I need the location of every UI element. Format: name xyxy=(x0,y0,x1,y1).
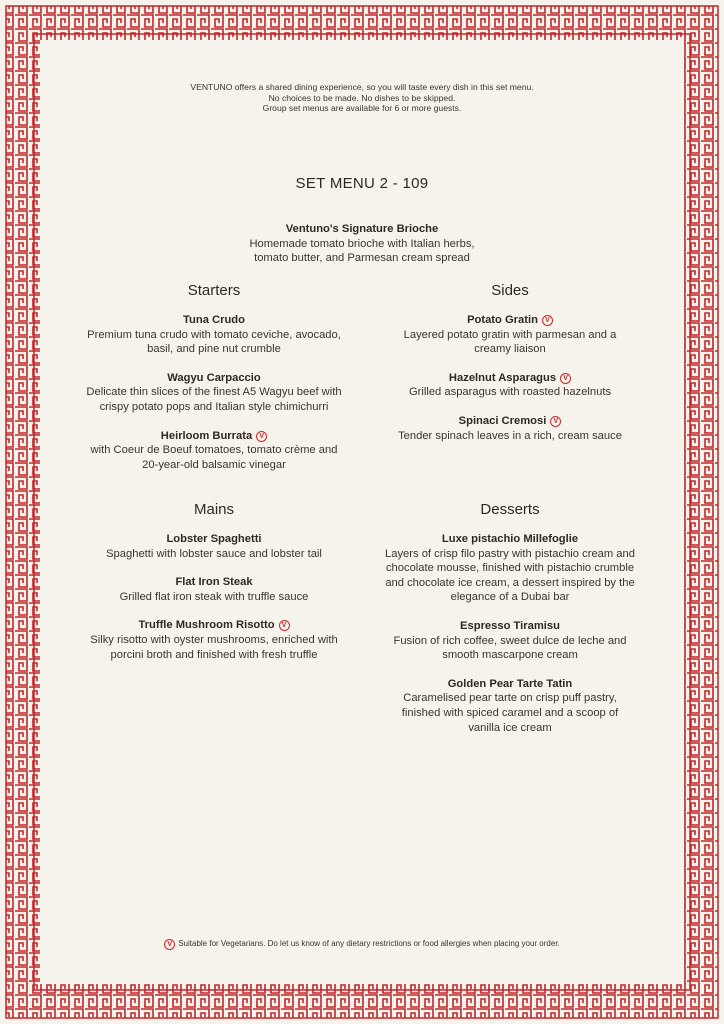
dish-description: porcini broth and finished with fresh truffle xyxy=(110,648,318,661)
menu-item xyxy=(54,575,374,604)
dish-description: and chocolate ice cream, a dessert inspired by the xyxy=(385,576,635,589)
dish-description: creamy liaison xyxy=(474,343,546,356)
intro-line: No choices to be made. No dishes to be skipped. xyxy=(268,92,456,103)
set-menu-title: SET MENU 2 - 109 xyxy=(295,175,429,192)
dish-name: Wagyu Carpaccio xyxy=(167,371,261,384)
dish-description: Silky risotto with oyster mushrooms, enriched with xyxy=(90,633,338,646)
dish-description: Spaghetti with lobster sauce and lobster tail xyxy=(106,547,322,560)
dish-description: Premium tuna crudo with tomato ceviche, avocado, xyxy=(87,328,341,341)
section-heading: Desserts xyxy=(480,501,540,518)
dish-description: Homemade tomato brioche with Italian herbs, xyxy=(249,237,475,250)
vegetarian-icon: V xyxy=(256,431,267,442)
dish-description: Grilled asparagus with roasted hazelnuts xyxy=(408,386,612,399)
vegetarian-icon: V xyxy=(542,315,553,326)
dish-name: Ventuno's Signature Brioche xyxy=(285,223,439,235)
menu-item xyxy=(350,414,670,443)
menu-item xyxy=(54,532,374,561)
dish-description: Grilled flat iron steak with truffle sauce xyxy=(119,590,309,603)
dish-description: Layers of crisp filo pastry with pistachio cream and xyxy=(385,547,635,560)
dish-description: Caramelised pear tarte on crisp puff pastry, xyxy=(403,692,617,705)
menu-item xyxy=(54,429,374,473)
menu-item xyxy=(54,618,374,662)
dish-description: tomato butter, and Parmesan cream spread xyxy=(254,252,470,265)
section-heading: Starters xyxy=(187,282,241,299)
dish-description: Delicate thin slices of the finest A5 Wagyu beef with xyxy=(86,386,342,399)
menu-item xyxy=(54,371,374,415)
dish-description: 20-year-old balsamic vinegar xyxy=(142,458,286,471)
section-heading: Sides xyxy=(491,282,529,299)
dish-name: Espresso Tiramisu xyxy=(460,619,560,632)
vegetarian-icon: V xyxy=(164,939,175,950)
footer-text: Suitable for Vegetarians. Do let us know of any dietary restrictions or food allergies when placing your order. xyxy=(178,939,560,948)
dish-name: Heirloom Burrata xyxy=(160,429,253,442)
dish-description: smooth mascarpone cream xyxy=(442,649,578,662)
dish-name: Flat Iron Steak xyxy=(175,576,253,589)
desserts-section xyxy=(350,501,670,749)
dish-description: finished with spiced caramel and a scoop of xyxy=(401,706,619,719)
dish-description: Tender spinach leaves in a rich, cream sauce xyxy=(398,429,622,442)
dish-name: Golden Pear Tarte Tatin xyxy=(447,677,573,690)
vegetarian-icon: V xyxy=(550,416,561,427)
dish-description: vanilla ice cream xyxy=(468,721,552,734)
footer-note xyxy=(40,939,684,950)
dish-name: Lobster Spaghetti xyxy=(166,533,262,545)
starters-section xyxy=(54,282,374,486)
vegetarian-icon: V xyxy=(560,373,571,384)
menu-item xyxy=(350,619,670,663)
section-heading: Mains xyxy=(193,501,234,518)
menu-item xyxy=(350,313,670,357)
dish-name: Tuna Crudo xyxy=(183,314,245,326)
menu-item xyxy=(350,371,670,400)
menu-item xyxy=(350,677,670,735)
menu-item xyxy=(350,532,670,605)
dish-description: Layered potato gratin with parmesan and a xyxy=(403,328,617,341)
signature-dish xyxy=(40,222,684,266)
dish-name: Spinaci Cremosi xyxy=(458,414,547,427)
dish-description: basil, and pine nut crumble xyxy=(147,343,281,356)
sides-section xyxy=(350,282,670,457)
intro-text xyxy=(40,82,684,114)
dish-description: elegance of a Dubai bar xyxy=(450,591,570,604)
mains-section xyxy=(54,501,374,676)
menu-item xyxy=(54,313,374,357)
dish-description: crispy potato pops and Italian style chimichurri xyxy=(99,400,329,413)
intro-line: VENTUNO offers a shared dining experience, so you will taste every dish in this set menu. xyxy=(190,82,534,92)
dish-name: Truffle Mushroom Risotto xyxy=(138,619,275,632)
vegetarian-icon: V xyxy=(279,620,290,631)
menu-content xyxy=(40,40,684,984)
dish-description: with Coeur de Boeuf tomatoes, tomato crème and xyxy=(90,444,338,457)
dish-name: Hazelnut Asparagus xyxy=(448,371,557,384)
dish-description: chocolate mousse, finished with pistachio crumble xyxy=(385,562,635,575)
intro-line: Group set menus are available for 6 or more guests. xyxy=(262,103,462,114)
dish-description: Fusion of rich coffee, sweet dulce de leche and xyxy=(393,634,627,647)
dish-name: Potato Gratin xyxy=(467,314,538,326)
dish-name: Luxe pistachio Millefoglie xyxy=(441,533,579,545)
